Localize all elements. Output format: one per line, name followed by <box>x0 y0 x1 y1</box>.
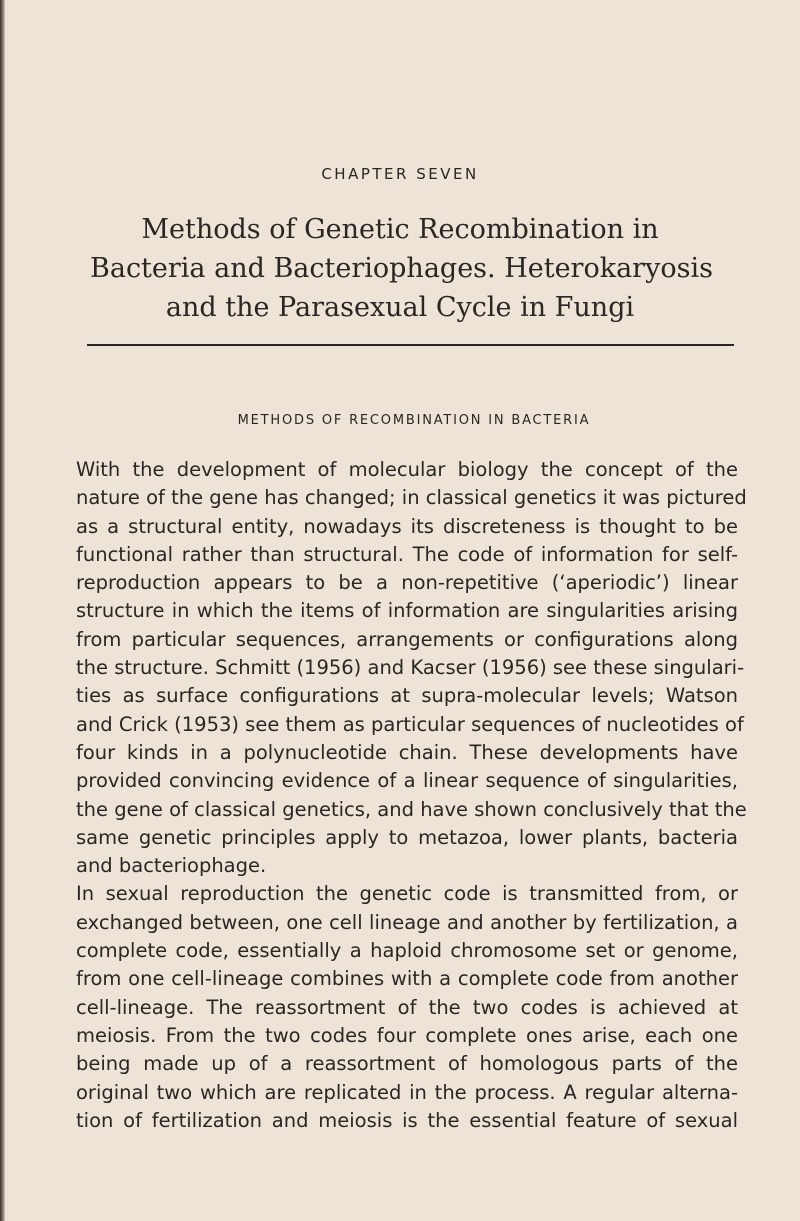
text-line: as a structural entity, nowadays its discreteness is thought to be <box>76 514 738 538</box>
text-line: complete code, essentially a haploid chromosome set or genome, <box>76 939 738 963</box>
text-line: original two which are replicated in the process. A regular alterna- <box>76 1080 738 1104</box>
text-line: the gene of classical genetics, and have shown conclusively that the <box>76 797 747 821</box>
text-line: the structure. Schmitt (1956) and Kacser (1956) see these singulari- <box>76 656 745 680</box>
text-line: being made up of a reassortment of homologous parts of the <box>76 1052 738 1076</box>
paragraph-1 <box>76 456 747 880</box>
chapter-title-line: Methods of Genetic Recombination in <box>141 214 659 245</box>
text-line: With the development of molecular biology the concept of the <box>76 458 738 481</box>
chapter-label: CHAPTER SEVEN <box>321 165 479 183</box>
page-binding-edge <box>0 0 5 1221</box>
chapter-title-line: Bacteria and Bacteriophages. Heterokaryosis <box>90 253 713 284</box>
text-line: nature of the gene has changed; in classical genetics it was pictured <box>76 486 747 510</box>
paragraph-2 <box>76 880 738 1135</box>
title-divider-rule <box>87 344 734 346</box>
text-line: cell-lineage. The reassortment of the two codes is achieved at <box>76 995 738 1019</box>
text-line: from one cell-lineage combines with a complete code from another <box>76 967 738 991</box>
chapter-title-line: and the Parasexual Cycle in Fungi <box>165 292 635 323</box>
text-line: exchanged between, one cell lineage and another by fertilization, a <box>76 910 738 934</box>
section-heading: METHODS OF RECOMBINATION IN BACTERIA <box>237 413 591 428</box>
text-line: provided convincing evidence of a linear sequence of singularities, <box>76 769 738 793</box>
text-line: meiosis. From the two codes four complete ones arise, each one <box>76 1023 738 1047</box>
text-line: reproduction appears to be a non-repetitive (‘aperiodic’) linear <box>76 571 738 595</box>
text-line: ties as surface configurations at supra-molecular levels; Watson <box>76 684 738 708</box>
text-line: functional rather than structural. The code of information for self- <box>76 542 738 566</box>
text-line: four kinds in a polynucleotide chain. These developments have <box>76 740 738 764</box>
body-text <box>76 456 747 1135</box>
text-line: and bacteriophage. <box>76 854 267 878</box>
chapter-title <box>90 210 713 327</box>
text-line: from particular sequences, arrangements or configurations along <box>76 627 738 651</box>
text-line: In sexual reproduction the genetic code is transmitted from, or <box>76 882 738 906</box>
text-line: tion of fertilization and meiosis is the essential feature of sexual <box>76 1108 738 1132</box>
text-line: same genetic principles apply to metazoa, lower plants, bacteria <box>76 825 738 849</box>
text-line: structure in which the items of information are singularities arising <box>76 599 738 623</box>
text-line: and Crick (1953) see them as particular sequences of nucleotides of <box>76 712 744 736</box>
